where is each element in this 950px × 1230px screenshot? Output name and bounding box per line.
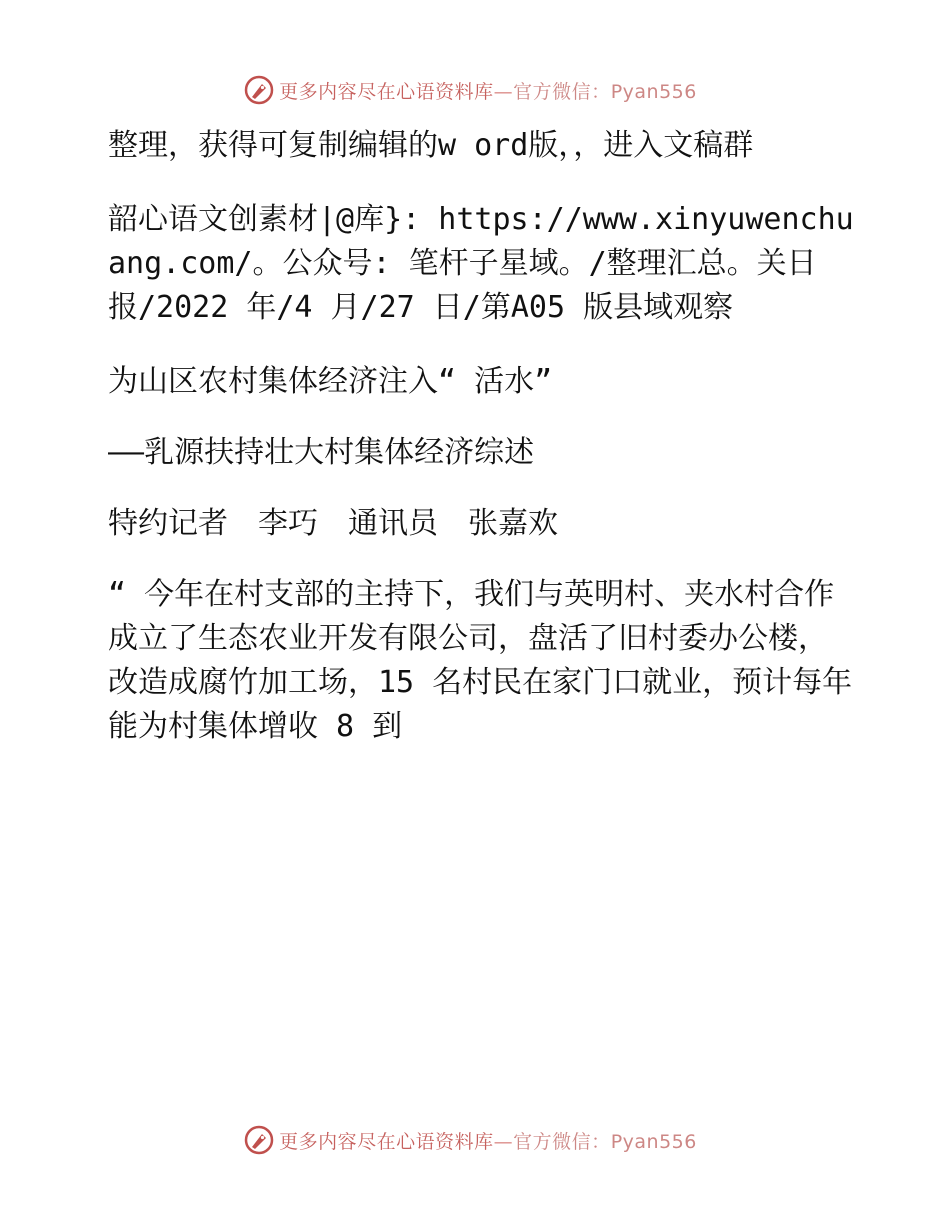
document-body (96, 120, 856, 749)
article-body-paragraph: “ 今年在村支部的主持下，我们与英明村、夹水村合作成立了生态农业开发有限公司，盘活了旧村委办公楼，改造成腐竹加工场，15 名村民在家门口就业，预计每年能为村集体增收 8 到 (108, 577, 853, 744)
pen-nib-logo-icon (243, 74, 275, 106)
watermark-main-text: 更多内容尽在心语资料库 (279, 80, 494, 103)
article-byline: 特约记者 李巧 通讯员 张嘉欢 (108, 506, 558, 541)
watermark-wechat-label: 官方微信： (513, 1130, 611, 1153)
watermark-wechat-label: 官方微信： (513, 80, 611, 103)
pen-nib-logo-icon (243, 1124, 275, 1156)
watermark-wechat-id: Pyan556 (610, 1130, 697, 1153)
watermark-separator: — (493, 1130, 514, 1153)
watermark-banner-content-bottom (243, 1124, 697, 1156)
paragraph-intro: 整理，获得可复制编辑的w ord版，，进入文稿群 (108, 128, 754, 163)
article-subtitle: ——乳源扶持壮大村集体经济综述 (108, 435, 535, 470)
watermark-banner-top (0, 70, 950, 110)
watermark-text (279, 1127, 697, 1154)
watermark-banner-content (243, 74, 697, 106)
watermark-main-text: 更多内容尽在心语资料库 (279, 1130, 494, 1153)
article-title: 为山区农村集体经济注入“ 活水” (108, 364, 553, 399)
watermark-text (279, 77, 697, 104)
watermark-banner-bottom (0, 1120, 950, 1160)
watermark-separator: — (493, 80, 514, 103)
watermark-wechat-id: Pyan556 (610, 80, 697, 103)
paragraph-source: 韶心语文创素材|@库}: https://www.xinyuwenchuang.com/。公众号: 笔杆子星域。/整理汇总。关日报/2022 年/4 月/27 日/第A05 版县域观察 (108, 202, 854, 325)
